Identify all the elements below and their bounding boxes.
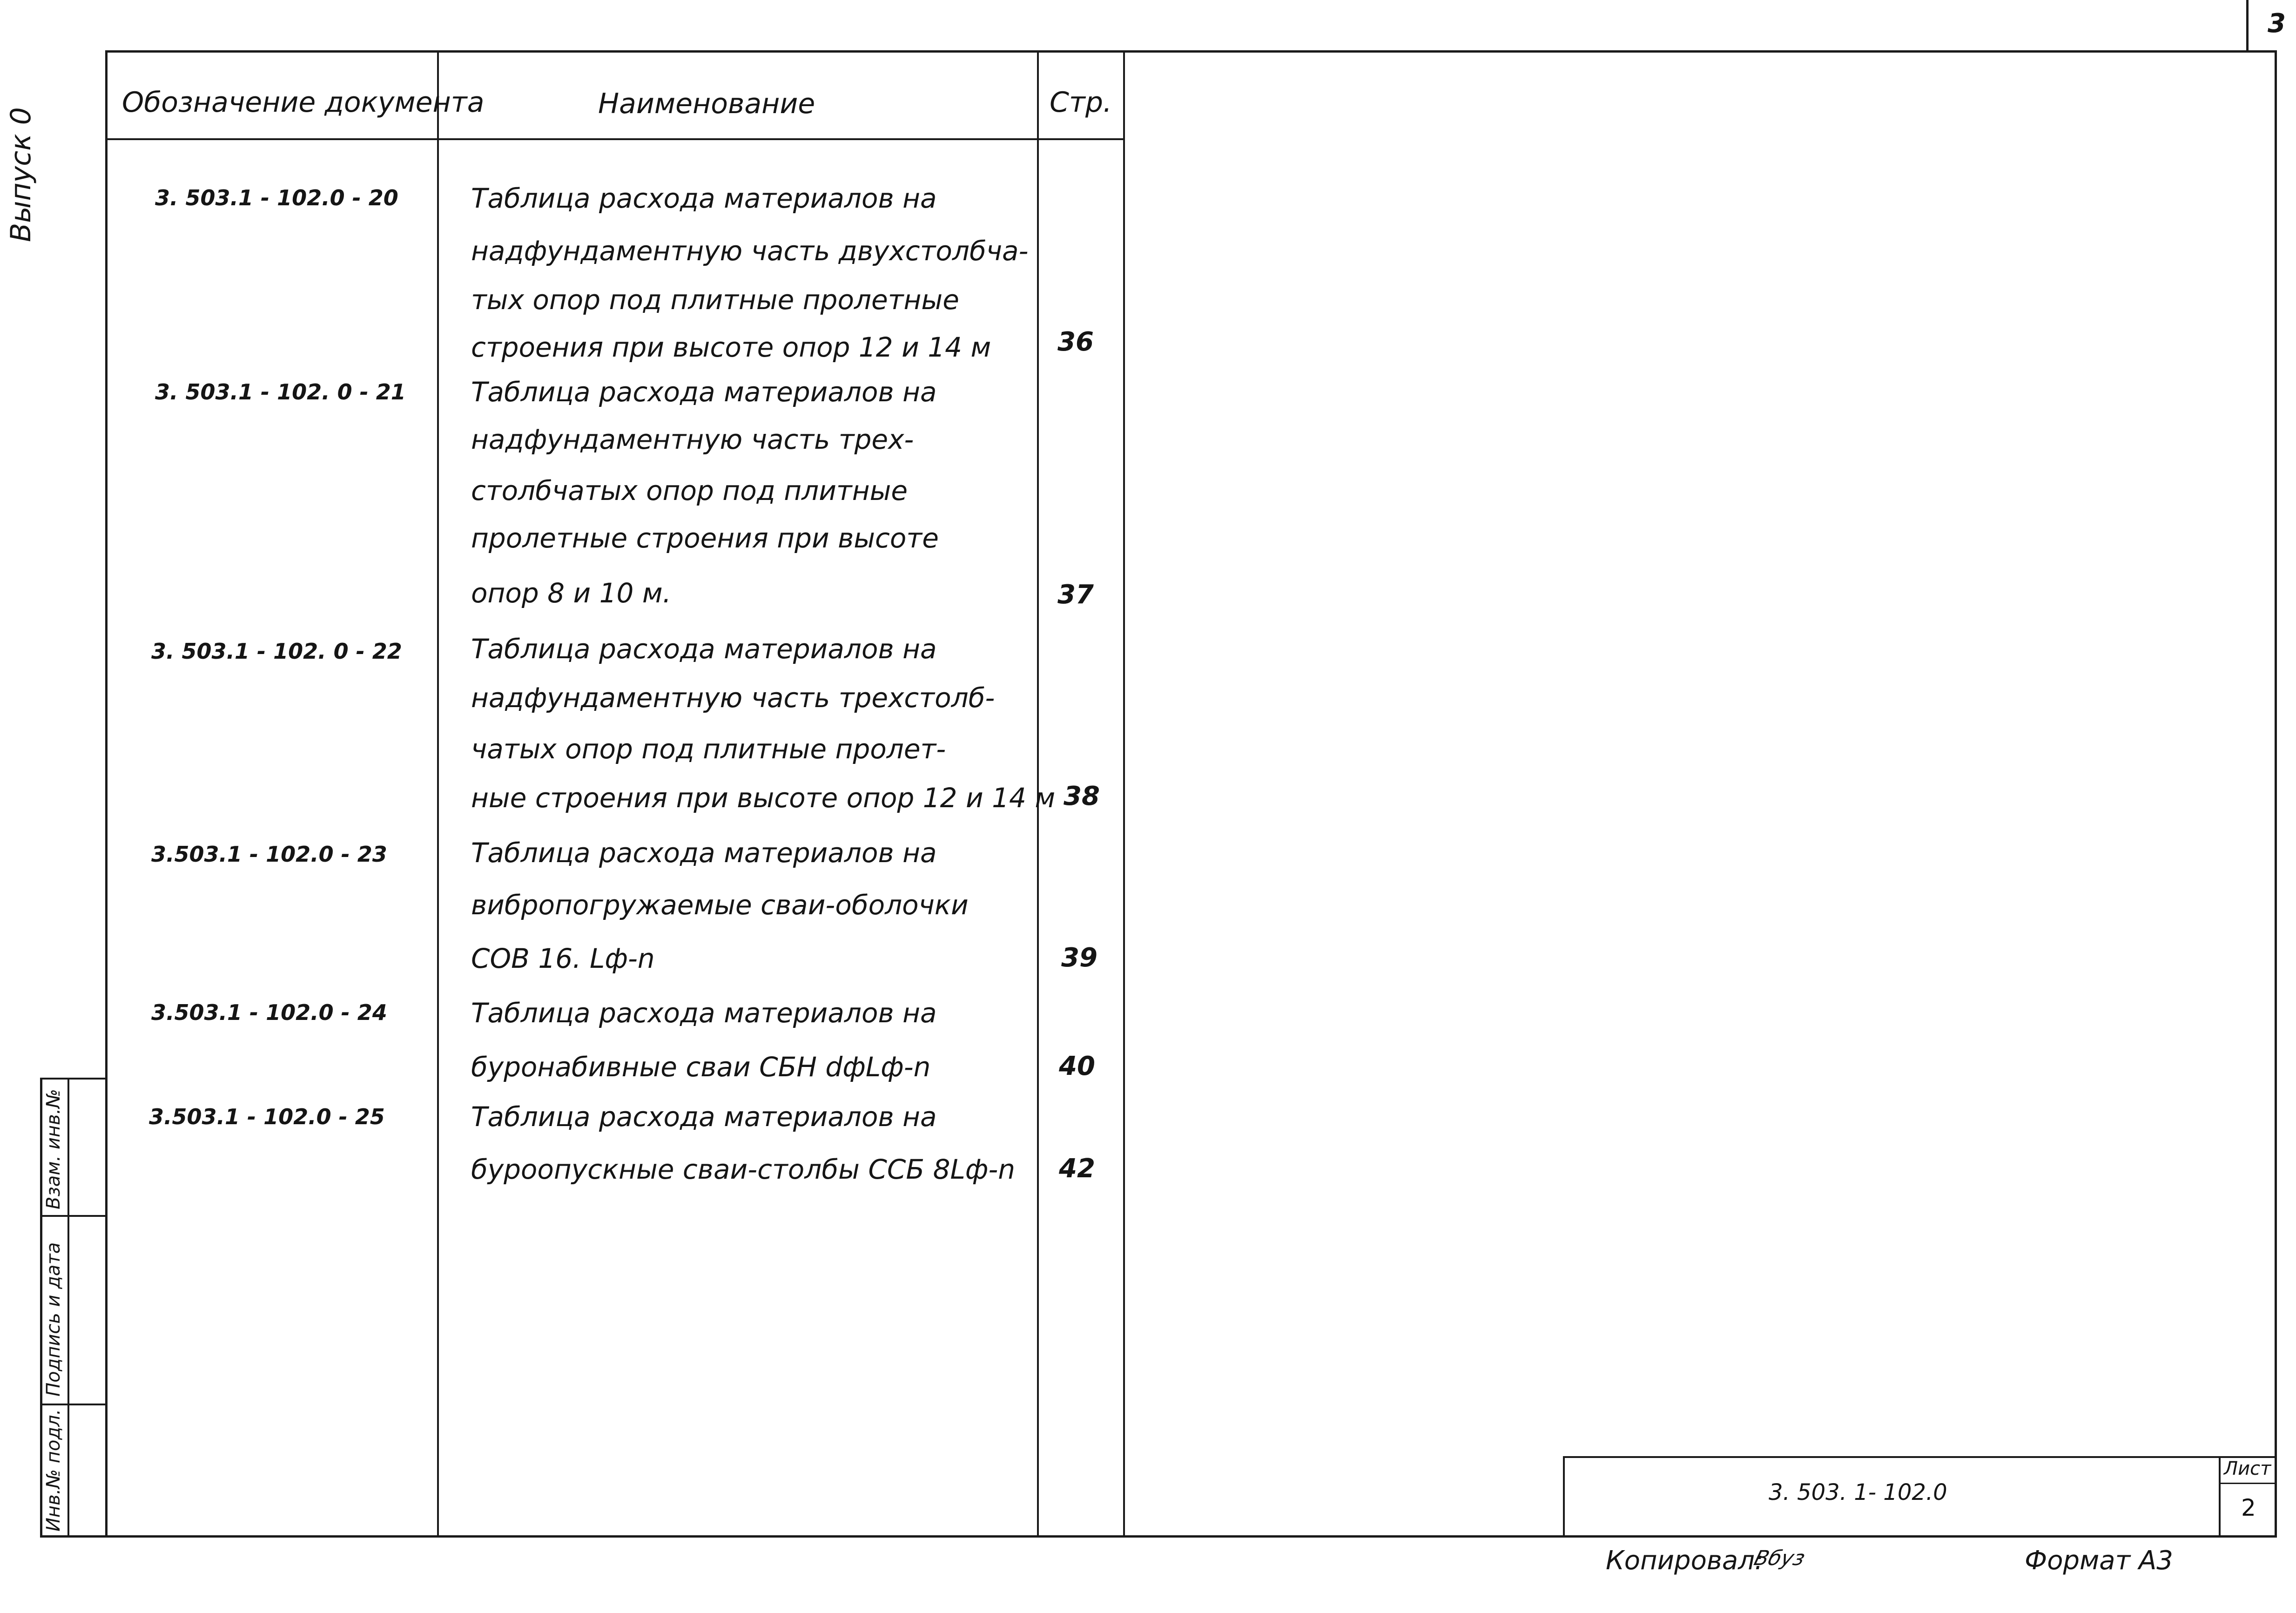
row-doc-code: 3. 503.1 - 102. 0 - 22 — [151, 639, 402, 664]
row-page: 40 — [1059, 1051, 1095, 1081]
sheet-label: Лист — [2224, 1458, 2271, 1479]
row-name-line: вибропогружаемые сваи-оболочки — [471, 889, 969, 921]
row-name-line: Таблица расхода материалов на — [471, 837, 937, 869]
copied-by-label: Копировал: — [1606, 1546, 1764, 1576]
row-name-line: Таблица расхода материалов на — [471, 997, 937, 1029]
row-name-line: буроопускные сваи-столбы ССБ 8Lф-n — [471, 1154, 1016, 1185]
row-doc-code: 3.503.1 - 102.0 - 25 — [149, 1104, 385, 1129]
row-doc-code: 3. 503.1 - 102. 0 - 21 — [155, 379, 406, 405]
frame-top — [105, 50, 2277, 53]
sheet-number: 2 — [2241, 1494, 2256, 1521]
row-name-line: буронабивные сваи СБН dфLф-n — [471, 1051, 931, 1083]
row-name-line: Таблица расхода материалов на — [471, 182, 937, 214]
corner-page-number: 3 — [2268, 8, 2286, 39]
row-name-line: строения при высоте опор 12 и 14 м — [471, 331, 991, 363]
frame-bottom — [105, 1535, 2277, 1538]
header-page: Стр. — [1050, 86, 1112, 119]
header-doc-designation: Обозначение документа — [122, 86, 485, 119]
row-doc-code: 3. 503.1 - 102.0 - 20 — [155, 185, 398, 210]
row-name-line: столбчатых опор под плитные — [471, 475, 908, 506]
row-name-line: чатых опор под плитные пролет- — [471, 733, 946, 765]
row-name-line: надфундаментную часть трех- — [471, 424, 914, 455]
frame-right — [2275, 50, 2277, 1538]
row-page: 36 — [1057, 327, 1094, 357]
row-name-line: Таблица расхода материалов на — [471, 1101, 937, 1133]
row-page: 39 — [1061, 943, 1098, 973]
copied-by-signature: Вбуз — [1751, 1546, 1808, 1570]
row-name-line: ные строения при высоте опор 12 и 14 м — [471, 782, 1056, 814]
row-name-line: надфундаментную часть двухстолбча- — [471, 235, 1029, 267]
row-name-line: опор 8 и 10 м. — [471, 577, 672, 609]
row-name-line: тых опор под плитные пролетные — [471, 284, 959, 316]
row-doc-code: 3.503.1 - 102.0 - 24 — [151, 1000, 387, 1025]
frame-left — [105, 50, 108, 1538]
row-name-line: СОВ 16. Lф-n — [471, 943, 655, 974]
format-label: Формат А3 — [2025, 1546, 2173, 1576]
row-doc-code: 3.503.1 - 102.0 - 23 — [151, 842, 387, 867]
row-page: 37 — [1057, 580, 1094, 610]
row-name-line: Таблица расхода материалов на — [471, 633, 937, 665]
row-page: 38 — [1064, 781, 1100, 811]
row-page: 42 — [1059, 1154, 1095, 1184]
row-name-line: Таблица расхода материалов на — [471, 376, 937, 408]
row-name-line: пролетные строения при высоте — [471, 522, 939, 554]
row-name-line: надфундаментную часть трехстолб- — [471, 682, 995, 714]
title-block-code: 3. 503. 1- 102.0 — [1769, 1479, 1947, 1505]
header-name: Наименование — [598, 88, 815, 120]
